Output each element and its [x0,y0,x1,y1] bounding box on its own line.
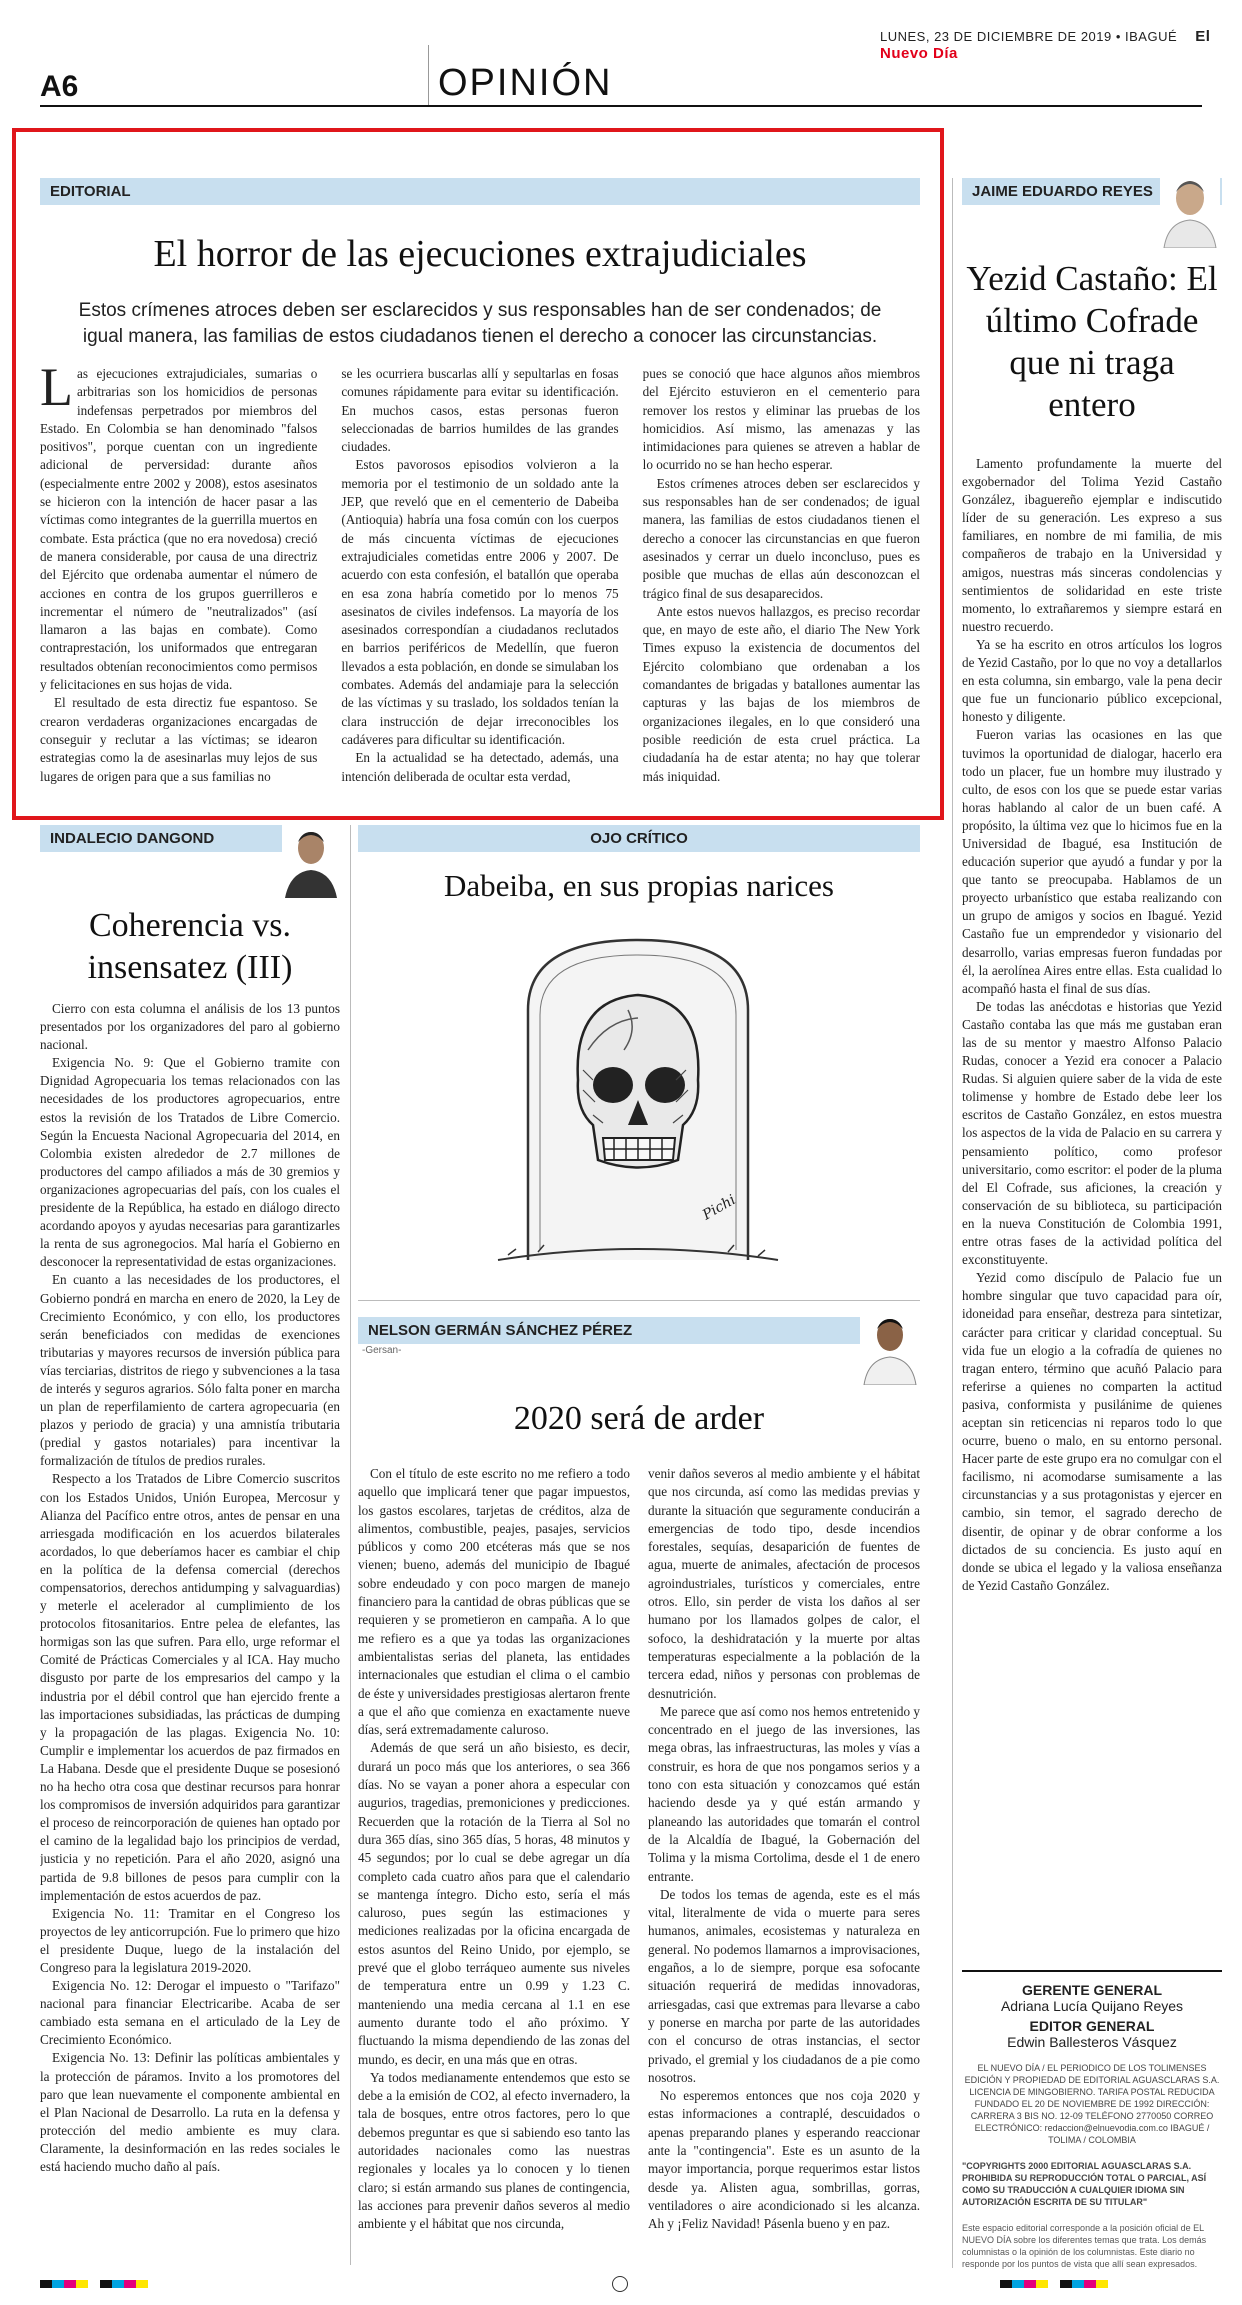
paragraph: Además de que será un año bisiesto, es decir, durará un poco más que los anteriores, o sea 366 días. No se vayan a poner ahora a especular con augurios, tragedias, premoniciones y predicciones. Recuerden que la rotación de la Tierra al Sol no dura 365 días, sino 365 días, 5 horas, 48 minutos y 45 segundos; por lo cual se debe agregar un día completo cada cuatro años para que el calendario se mantenga íntegro. Dicho esto, sería el más caluroso, pues según las estimaciones y mediciones realizadas por la oficina encargada de estos asuntos del Reino Unido, por ejemplo, se prevé que el globo terráqueo aumente sus niveles de temperatura entre un 0.99 y 1.23 C. manteniendo una media cercana al 1.1 en ese aumento durante todo el año próximo. Y fluctuando la misma dependiendo de las zonas del mundo, es decir, en una más que en otras. [358,1740,630,2067]
column-body-nelson [358,1465,920,2255]
paragraph: Me parece que así como nos hemos entretenido y concentrado en el juego de las inversiones, las mega obras, las infraestructuras, las moles y vías a construir, es hora de que nos pongamos serios y a tono con esta situación y conozcamos qué están haciendo desde ya y qué están armando y planeando las autoridades que tomarán el control de la Alcaldía de Ibagué, la Gobernación del Tolima y la misma Cortolima, desde el 1 de enero entrante. [648,1703,920,1884]
author-photo [860,1305,920,1385]
paragraph: venir daños severos al medio ambiente y el hábitat que nos circunda, así como las medidas previas y durante la situación que seguramente conducirán a emergencias de todo tipo, desde incendios forestales, sequías, desaparición de fuentes de agua, muerte de animales, afectación de procesos agroindustriales, turísticos y comerciales, entre otros. Ello, sin perder de vista los daños al ser humano por los llamados golpes de calor, el sofoco, la deshidratación y la muerte por altas temperaturas especialmente a la población de la tercera edad, niños y personas con problemas de desnutrición. [648,1466,920,1701]
editorial-title: El horror de las ejecuciones extrajudiciales [153,233,807,275]
section-title: OPINIÓN [438,62,613,104]
editorial-column-1 [40,365,317,805]
cartoon-title: Dabeiba, en sus propias narices [444,868,834,903]
paragraph: Exigencia No. 13: Definir las políticas ambientales y la protección de páramos. Invito a los promotores del paro que lean nuevamente el componente ambiental en el Plan Nacional de Desarrollo. La ruta en la defensa y protección del medio ambiente es muy clara. Claramente, la desinformación en las redes sociales le está haciendo mucho daño al país. [40,2050,340,2174]
paragraph: Exigencia No. 11: Tramitar en el Congreso los proyectos de ley anticorrupción. Fue lo primero que hizo el presidente Duque, luego de la instalación del Congreso para la legislatura 2019-2020. [40,1905,340,1975]
nelson-column-1 [358,1465,630,2255]
paragraph: Lamento profundamente la muerte del exgobernador del Tolima Yezid Castaño González, ibaguereño ejemplar e indiscutido líder de su generación. Les expreso a sus familiares, en nombre de mi familia, de mis compañeros de trabajo en la Universidad y amigos, nuestras más sinceras condolencias y sentimientos de solidaridad en este triste momento, lo extrañaremos y siempre estará en nuestro recuerdo. [962,456,1222,634]
paragraph: El resultado de esta directiz fue espantoso. Se crearon verdaderas organizaciones encargadas de conseguir y reclutar a las víctimas; se idearon estrategias como la de asesinarlas muy lejos de sus lugares de origen para que a sus familias no [40,695,318,784]
staff-role: EDITOR GENERAL [1029,2018,1155,2034]
staff-rule [962,1970,1222,1972]
paragraph: No esperemos entonces que nos coja 2020 y estas informaciones a contraplé, descuidados o apenas preparando planes y esperando reaccionar ante la "contingencia". Este es un asunto de la mayor importancia, porque requerimos estar listos desde ya. Alisten agua, sombrillas, gorras, ventiladores o aire acondicionado si les alcanza. Ah y ¡Feliz Navidad! Pásenla bueno y en paz. [648,2088,920,2232]
cartoon-label: OJO CRÍTICO [358,825,920,852]
paragraph: se les ocurriera buscarlas allí y sepultarlas en fosas comunes rápidamente para evitar su identificación. En muchos casos, estas personas fueron seleccionadas de barrios humildes de las grandes ciudades. [341,366,619,455]
author-photo [1160,170,1220,248]
section-rule [358,1300,920,1301]
copyright-notice: "COPYRIGHTS 2000 EDITORIAL AGUASCLARAS S.A. PROHIBIDA SU REPRODUCCIÓN TOTAL O PARCIAL, ASÍ COMO SU TRADUCCIÓN A CUALQUIER IDIOMA SIN AUTORIZACIÓN ESCRITA DE SU TITULAR" [962,2161,1207,2207]
paragraph: En la actualidad se ha detectado, además, una intención deliberada de ocultar esta verdad, [341,750,619,784]
author-photo [282,820,340,898]
editorial-column-2 [341,365,618,805]
staff-name: Adriana Lucía Quijano Reyes [1000,1998,1184,2014]
print-color-marks [1000,2280,1108,2288]
column-divider [350,825,351,2265]
column-body-indalecio [40,1000,340,2260]
paragraph: Las ejecuciones extrajudiciales, sumarias o arbitrarias son los homicidios de personas indefensas perpetrados por miembros del Estado. En Colombia se han denominado "falsos positivos", porque cuentan con un ingrediente adicional de perversidad: durante años (especialmente entre 2002 y 2008), estos asesinatos se hicieron con la intención de hacer pasar a las víctimas como integrantes de la guerrilla muertos en combate. Esta práctica (que no era novedosa) creció de manera considerable, por causa de una directriz del Ejército que ordenaba aumentar el número de acciones en contra de los grupos guerrilleros e incrementar el número de "neutralizados" (así llamaron a las bajas en combate). Como contraprestación, los uniformados que entregaran resultados obtenían reconocimientos como permisos y felicitaciones en sus hojas de vida. [40,365,318,693]
paragraph: De todas las anécdotas e historias que Yezid Castaño contaba las que más me gustaban eran las de su mentor y maestro Alfonso Palacio Rudas, conocer a Yezid era conocer a Palacio Rudas. Si alguien quiere saber de la vida de este tolimense y hombre de Estado debe leer los escritos de Castaño González, en estos muestra los aspectos de la vida de Palacio en su carrera y pensamiento político, como profesor universitario, como escritor: el poder de la pluma del El Cofrade, sus aficiones, la creación y conservación de su biblioteca, su participación en la nueva Constitución de Colombia 1991, entre otras fases de la actividad política del exconstituyente. [962,998,1222,1268]
column-divider [952,178,953,2268]
paragraph: Cierro con esta columna el análisis de los 13 puntos presentados por los organizadores del paro al gobierno nacional. [40,1001,340,1053]
editorial-column-3 [643,365,920,805]
paragraph: pues se conoció que hace algunos años miembros del Ejército estuvieron en el cementerio para remover los restos y eliminar las pruebas de los homicidios. Así mismo, las amenazas y las intimidaciones para quienes se atreven a hablar de lo ocurrido no se han hecho esperar. [642,366,920,473]
editorial-disclaimer: Este espacio editorial corresponde a la posición oficial de EL NUEVO DÍA sobre los diferentes temas que trata. Los demás columnistas o la opinión de los columnistas. Este diario no responde por los puntos de vista que allí sean expresados. [962,2223,1207,2269]
paragraph: Con el título de este escrito no me refiero a todo aquello que implicará tener que pagar impuestos, los gastos escolares, tarjetas de créditos, alza de alimentos, combustible, peajes, pasajes, servicios públicos y como 200 etcéteras más que se nos vienen; bueno, además del municipio de Ibagué sobre endeudado y con poco margen de manejo financiero para la cantidad de obras públicas que se requieren y se prometieron en campaña. A lo que me refiero es a que ya todas las organizaciones ambientalistas serias del planeta, las entidades internacionales que estudian el clima o el cambio de éste y universidades prestigiosas alertaron frente a que el año que comienza en exactamente nueve días, será extremadamente caluroso. [358,1466,630,1738]
brand-logo: El Nuevo Día [880,28,1211,62]
paragraph: Estos pavorosos episodios volvieron a la memoria por el testimonio de un soldado ante la JEP, que reveló que en el cementerio de Dabeiba (Antioquia) habría una fosa común con los cuerpos de más cincuenta víctimas de ejecuciones extrajudiciales cometidas entre 2006 y 2007. De acuerdo con esta confesión, el batallón que operaba en esa zona habría cometido por lo menos 75 asesinatos de civiles indefensos. La mayoría de los asesinados correspondían a ciudadanos reclutados en barrios periféricos de Medellín, que fueron llevados a esta población, en donde se simulaban los combates. Además del andamiaje para la selección de las víctimas y su traslado, los soldados tenían la clara instrucción de dejar irreconocibles los cadáveres para dificultar su identificación. [341,457,619,747]
staff-box [962,1970,1222,2270]
column-title-indalecio: Coherencia vs. insensatez (III) [87,907,293,986]
paragraph: De todos los temas de agenda, este es el más vital, literalmente de vida o muerte para seres humanos, animales, ecosistemas y naturaleza en general. No podemos llamarnos a improvisaciones, engaños, a lo de siempre, porque esa sofocante situación requerirá de medidas innovadoras, arriesgadas, casi que extremas para llevarse a cabo y ponerse en marcha por parte de las autoridades con el concurso de otras instancias, el sector privado, el gremial y los ciudadanos de a pie como nosotros. [648,1886,920,2085]
column-title-jaime: Yezid Castaño: El último Cofrade que ni traga entero [966,259,1218,424]
paragraph: Ante estos nuevos hallazgos, es preciso recordar que, en mayo de este año, el diario The New York Times expuso la existencia de documentos del Ejército colombiano que ordenaban a los comandantes de brigadas y batallones aumentar las capturas y las bajas de los miembros de organizaciones ilegales, en lo que consideró una posible reedición de esta cruel práctica. La ciudadanía ha de estar atenta; no hay que tolerar más iniquidad. [642,603,920,784]
paragraph: Respecto a los Tratados de Libre Comercio suscritos con los Estados Unidos, Unión Europea, Mercosur y Alianza del Pacífico entre otros, antes de pensar en una arriesgada modificación en los acuerdos bilaterales acordados, lo que deberíamos hacer es cambiar el chip en la política de la defensa comercial (derechos compensatorios, derechos antidumping y salvaguardias) y meterle el acelerador al cumplimiento de los protocolos fitosanitarios. Entre pelea de elefantes, las hormigas son las que sufren. Para ello, urge reformar el Comité de Prácticas Comerciales y al ICA. Hay mucho disgusto por parte de los empresarios del campo y la industria por el débil control que han ejercido frente a las importaciones subsidiadas, las prácticas de dumping y la propagación de las plagas. Exigencia No. 10: Cumplir e implementar los acuerdos de paz firmados en La Habana. Desde que el presidente Duque se posesionó no ha hecho otra cosa que destinar recursos para honrar los compromisos de inversión adquiridos para garantizar el proceso de reincorporación de quienes han optado por el camino de la legalidad bajo los principios de verdad, justicia y no repetición. Para el año 2020, asignó una partida de 9.8 billones de pesos para cumplir con la implementación de estos acuerdos de paz. [40,1471,340,1903]
editorial-body [40,365,920,805]
author-label-jaime: JAIME EDUARDO REYES [962,178,1222,205]
author-pseudonym: -Gersan- [362,1345,402,1356]
paragraph: Ya todos medianamente entendemos que esto se debe a la emisión de CO2, al efecto invernadero, la tala de bosques, entre otros factores, pero lo que debemos preguntar es que si sabiendo eso tanto las autoridades nacionales como las nuestras regionales y locales ya lo conocen y lo tienen claro; si están armando sus planes de contingencia, las acciones para prevenir daños severos al medio ambiente y el hábitat que nos circunda, [358,2069,630,2232]
paragraph: En cuanto a las necesidades de los productores, el Gobierno pondrá en marcha en enero de 2020, la Ley de Crecimiento Económico, y con ello, los productores serán beneficiados con medidas de exenciones tributarias y mayores recursos de inversión pública para vías terciarias, distritos de riego y subvenciones a la tasa de interés y seguros agrarios. Sólo falta poner en marcha un plan de reperfilamiento de cartera agropecuaria (en plazos y periodo de gracia) y una amnistía tributaria (predial y gastos notariales) para incentivar la formalización de títulos de predios rurales. [40,1272,340,1469]
nelson-column-2 [648,1465,920,2255]
author-label-indalecio: INDALECIO DANGOND [40,825,340,852]
paragraph: Exigencia No. 12: Derogar el impuesto o "Tarifazo" nacional para financiar Electricaribe. Acaba de ser cambiado esta semana en el articulado de la Ley de Crecimiento Económico. [40,1978,340,2048]
skull-cartoon-illustration [478,920,798,1270]
paragraph: Fueron varias las ocasiones en las que tuvimos la oportunidad de dialogar, hacerlo era todo un placer, fue un hombre muy ilustrado y culto, de esos con los que se puede estar varias horas hablando al calor de un buen café. A propósito, la última vez que lo hicimos fue en la Universidad de Ibagué, esa Institución de educación superior que ayudó a fundar y por la que tanto se preocupaba. Hablamos de un proyecto urbanístico que estaba realizando con un grupo de amigos y socios en Ibagué. Yezid Castaño fue un emprendedor y visionario del desarrollo, varias empresas fueron fundadas por él, la aerolínea Aires entre ellas. Esta cualidad lo acompañó hasta el final de sus días. [962,727,1222,996]
paragraph: Exigencia No. 9: Que el Gobierno tramite con Dignidad Agropecuaria los temas relacionados con las necesidades de los productores agropecuarios, entre estos la revisión de los Tratados de Libre Comercio. Según la Encuesta Nacional Agropecuaria del 2014, en Colombia existen alrededor de 2.7 millones de productores del campo afiliados a más de 30 gremios y organizaciones agropecuarias del país, con los cuales el presidente de la República, ha estado en diálogo directo acordando apoyos y ayudas necesarias para garantizarles la renta de sus agronegocios. Mal haría el Gobierno en desconocer la representatividad de estas organizaciones. [40,1055,340,1270]
editorial-label: EDITORIAL [40,178,920,205]
author-label-nelson: NELSON GERMÁN SÁNCHEZ PÉREZ [358,1317,920,1344]
paragraph: Yezid como discípulo de Palacio fue un hombre singular que tuvo capacidad para oír, idoneidad para enseñar, destreza para sintetizar, carácter para criticar y claridad conceptual. Su vida fue un elogio a la cofradía de quienes no tragan entero, término que acuñó Palacio para referirse a quienes no comparten la actitud pasiva, conformista y pusilánime de quienes aceptan sin reticencias ni reparos todo lo que ocurre, bueno o malo, en su entorno personal. Hacer parte de este grupo era no comulgar con el facilismo, ni acomodarse sumisamente a las circunstancias y a sus protagonistas y ejercer en cambio, sin temor, el sagrado derecho de disentir, de opinar y de obrar conforme a los dictados de su conciencia. Es justo aquí en donde se ubica el legado y la valiosa enseñanza de Yezid Castaño González. [962,1270,1222,1593]
date-line: LUNES, 23 DE DICIEMBRE DE 2019 • IBAGUÉ El Nuevo Día [880,28,1211,62]
print-color-marks [40,2280,148,2288]
staff-role: GERENTE GENERAL [1021,1982,1162,1998]
publisher-info: EL NUEVO DÍA / EL PERIODICO DE LOS TOLIMENSES EDICIÓN Y PROPIEDAD DE EDITORIAL AGUASCLARAS S.A. LICENCIA DE MINGOBIERNO. TARIFA POSTAL REDUCIDA FUNDADO EL 20 DE NOVIEMBRE DE 1992 DIRECCIÓN: CARRERA 3 BIS NO. 12-09 TELÉFONO 2770050 CORREO ELECTRÓNICO: redaccion@elnuevodia.com.co IBAGUÉ / TOLIMA / COLOMBIA [964,2063,1220,2145]
column-body-jaime [962,455,1222,1855]
header-divider [428,45,429,105]
paragraph: Ya se ha escrito en otros artículos los logros de Yezid Castaño, por lo que no voy a detallarlos en esta columna, sin embargo, vale la pena decir que fue un funcionario público excepcional, honesto y diligente. [962,636,1222,725]
column-title-nelson: 2020 será de arder [513,1400,765,1437]
page-number: A6 [40,70,79,103]
header-rule [40,105,1202,107]
paragraph: Estos crímenes atroces deben ser esclarecidos y sus responsables han de ser condenados; de igual manera, las familias de estos ciudadanos tienen el derecho a conocer las circunstancias en que fueron asesinados y cerrar un duelo inconcluso, pues es posible que muchas de ellas aún desconozcan el trágico final de sus desaparecidos. [642,475,920,601]
staff-name: Edwin Ballesteros Vásquez [1007,2034,1177,2050]
registration-mark-icon [612,2276,628,2292]
editorial-deck: Estos crímenes atroces deben ser esclarecidos y sus responsables han de ser condenados; de igual manera, las familias de estos ciudadanos tienen el derecho a conocer las circunstancias. [78,300,882,347]
cartoonist-signature: Pichi [700,1191,739,1224]
